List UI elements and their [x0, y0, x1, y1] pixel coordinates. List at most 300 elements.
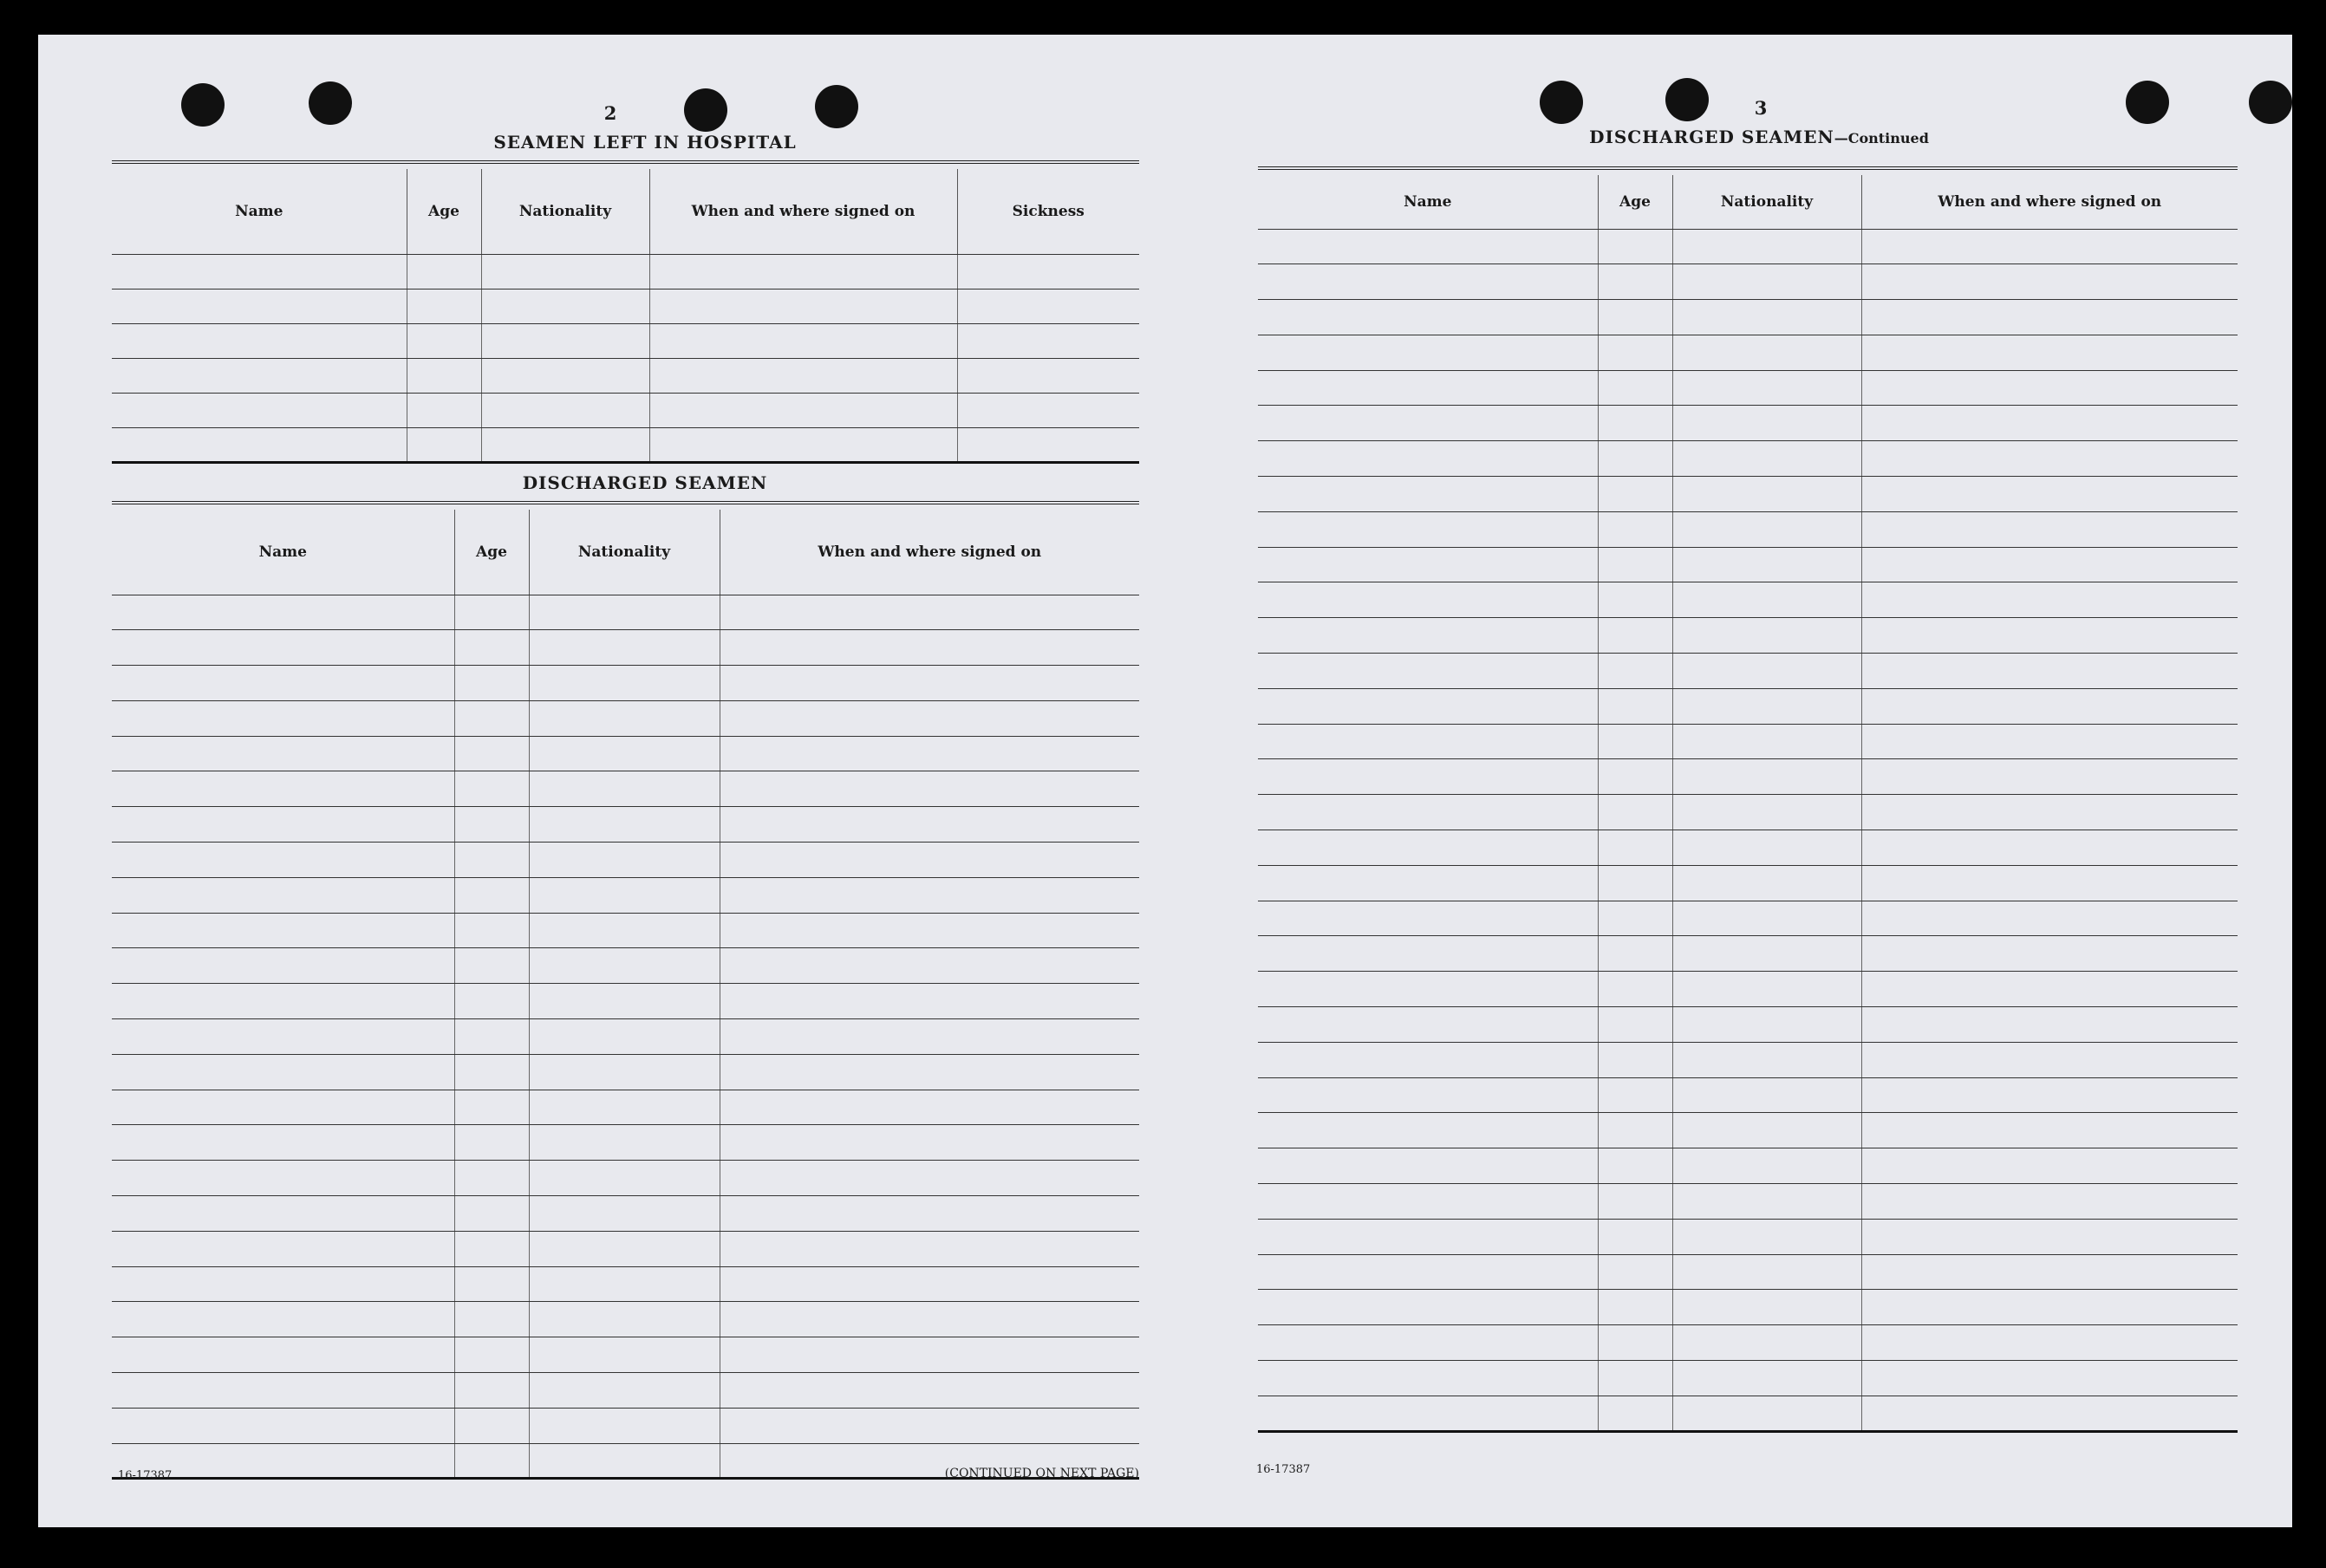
table-row [1258, 936, 2238, 972]
table-cell [407, 323, 481, 358]
table-cell [1598, 1325, 1672, 1361]
table-cell [720, 630, 1139, 666]
table-row [112, 1337, 1139, 1373]
table-cell [1598, 370, 1672, 406]
table-cell [1672, 335, 1861, 370]
table-row [112, 843, 1139, 878]
punch-hole [2126, 81, 2169, 124]
table-cell [481, 358, 649, 393]
table-cell [1598, 477, 1672, 512]
table-cell [529, 1266, 720, 1302]
table-cell [1672, 1113, 1861, 1148]
table-cell [1861, 335, 2238, 370]
table-cell [720, 1231, 1139, 1266]
table-cell [720, 877, 1139, 913]
table-cell [1672, 1219, 1861, 1254]
table-cell [1861, 830, 2238, 866]
table-row [112, 1373, 1139, 1409]
column-header-name: Name [112, 169, 407, 254]
table-row [1258, 1396, 2238, 1431]
table-cell [1258, 1325, 1598, 1361]
table-cell [1258, 547, 1598, 582]
table-cell [112, 393, 407, 427]
table-cell [1861, 1007, 2238, 1043]
table-cell [1258, 1148, 1598, 1184]
table-cell [1861, 1254, 2238, 1290]
table-cell [529, 771, 720, 807]
table-cell [112, 289, 407, 323]
table-cell [1598, 1148, 1672, 1184]
table-cell [1672, 865, 1861, 901]
table-cell [1672, 582, 1861, 618]
column-header-nationality: Nationality [1672, 175, 1861, 229]
table-cell [112, 323, 407, 358]
table-row [112, 289, 1139, 323]
table-row [112, 1090, 1139, 1125]
table-cell [529, 1408, 720, 1443]
table-cell [1258, 1254, 1598, 1290]
table-cell [112, 1090, 454, 1125]
table-cell [1672, 1290, 1861, 1325]
table-cell [112, 358, 407, 393]
column-header-name: Name [1258, 175, 1598, 229]
table-cell [1672, 547, 1861, 582]
table-cell [720, 771, 1139, 807]
table-row [112, 1196, 1139, 1232]
table-cell [1598, 264, 1672, 300]
table-row [1258, 300, 2238, 335]
punch-hole [1540, 81, 1583, 124]
table-cell [454, 877, 529, 913]
table-row [112, 1231, 1139, 1266]
table-cell [1598, 1254, 1672, 1290]
table-cell [529, 1443, 720, 1479]
table-cell [529, 1373, 720, 1409]
table-cell [1672, 759, 1861, 795]
table-row [1258, 1219, 2238, 1254]
table-cell [454, 666, 529, 701]
form-number: 16-17387 [1256, 1463, 1311, 1476]
table-cell [1258, 936, 1598, 972]
hospital-top-rule [112, 160, 1139, 164]
table-cell [112, 771, 454, 807]
table-row [1258, 1007, 2238, 1043]
table-row [112, 427, 1139, 462]
table-cell [407, 289, 481, 323]
table-cell [112, 427, 407, 462]
punch-hole [181, 83, 225, 127]
table-cell [529, 1054, 720, 1090]
table-cell [1598, 688, 1672, 724]
table-row [112, 1408, 1139, 1443]
column-header-signed-on: When and where signed on [1861, 175, 2238, 229]
table-cell [112, 913, 454, 948]
table-row [112, 358, 1139, 393]
table-cell [1861, 264, 2238, 300]
table-cell [1861, 1042, 2238, 1077]
discharged-continued-title [1577, 127, 1941, 147]
table-cell [1672, 1077, 1861, 1113]
punch-hole [2249, 81, 2292, 124]
table-cell [481, 289, 649, 323]
table-cell [1258, 300, 1598, 335]
table-cell [454, 1373, 529, 1409]
table-cell [720, 843, 1139, 878]
table-cell [957, 254, 1139, 289]
table-cell [720, 1054, 1139, 1090]
column-header-signed-on: When and where signed on [720, 510, 1139, 595]
table-cell [1598, 1219, 1672, 1254]
table-cell [1258, 830, 1598, 866]
table-row [1258, 229, 2238, 264]
table-row [1258, 1184, 2238, 1220]
table-cell [481, 427, 649, 462]
table-cell [1598, 936, 1672, 972]
page-number: 2 [603, 102, 617, 124]
table-cell [720, 1266, 1139, 1302]
table-cell [1258, 865, 1598, 901]
table-cell [112, 1196, 454, 1232]
table-cell [1672, 1042, 1861, 1077]
table-row [112, 736, 1139, 771]
table-cell [1861, 1148, 2238, 1184]
table-row [1258, 901, 2238, 936]
table-cell [649, 393, 957, 427]
table-cell [1598, 1042, 1672, 1077]
table-row [1258, 1254, 2238, 1290]
table-cell [1672, 1396, 1861, 1431]
table-cell [1258, 724, 1598, 759]
table-row [112, 1266, 1139, 1302]
table-cell [454, 984, 529, 1019]
table-cell [957, 427, 1139, 462]
table-row [1258, 370, 2238, 406]
table-cell [1598, 441, 1672, 477]
table-cell [1598, 830, 1672, 866]
table-cell [1258, 264, 1598, 300]
table-cell [1861, 724, 2238, 759]
table-cell [112, 1337, 454, 1373]
table-cell [1258, 1007, 1598, 1043]
table-cell [529, 1161, 720, 1196]
table-cell [1861, 688, 2238, 724]
table-cell [1598, 972, 1672, 1007]
left-page [38, 35, 1204, 1527]
table-cell [529, 630, 720, 666]
table-cell [649, 323, 957, 358]
table-cell [1672, 1254, 1861, 1290]
table-row [1258, 1113, 2238, 1148]
table-cell [112, 843, 454, 878]
table-cell [454, 1125, 529, 1161]
table-cell [454, 1443, 529, 1479]
table-cell [1258, 972, 1598, 1007]
table-row [1258, 1148, 2238, 1184]
column-header-signed-on: When and where signed on [649, 169, 957, 254]
table-cell [454, 1302, 529, 1337]
table-cell [1598, 511, 1672, 547]
table-cell [1598, 1290, 1672, 1325]
table-cell [1861, 795, 2238, 830]
table-row [1258, 547, 2238, 582]
table-row [112, 254, 1139, 289]
table-cell [1258, 1361, 1598, 1396]
table-cell [112, 807, 454, 843]
table-cell [529, 843, 720, 878]
table-cell [1861, 229, 2238, 264]
table-cell [720, 1373, 1139, 1409]
table-cell [529, 877, 720, 913]
table-cell [1861, 1325, 2238, 1361]
table-cell [1672, 654, 1861, 689]
table-row [1258, 1325, 2238, 1361]
table-cell [1672, 511, 1861, 547]
table-cell [1258, 759, 1598, 795]
table-cell [112, 736, 454, 771]
table-cell [407, 254, 481, 289]
form-sheet [38, 35, 2292, 1527]
table-cell [1672, 688, 1861, 724]
table-cell [1861, 1184, 2238, 1220]
punch-hole [815, 85, 858, 128]
right-page [1204, 35, 2292, 1527]
table-cell [1672, 1148, 1861, 1184]
table-cell [720, 1408, 1139, 1443]
table-cell [1258, 406, 1598, 441]
table-cell [454, 1161, 529, 1196]
table-cell [957, 323, 1139, 358]
table-cell [112, 1408, 454, 1443]
table-cell [720, 948, 1139, 984]
table-cell [529, 984, 720, 1019]
table-cell [1598, 335, 1672, 370]
table-cell [529, 1302, 720, 1337]
table-cell [1258, 370, 1598, 406]
table-row [1258, 618, 2238, 654]
column-header-nationality: Nationality [529, 510, 720, 595]
table-row [1258, 795, 2238, 830]
table-row [1258, 264, 2238, 300]
table-cell [720, 1337, 1139, 1373]
table-cell [1598, 1184, 1672, 1220]
table-cell [529, 1337, 720, 1373]
table-cell [1258, 795, 1598, 830]
discharged-continued-table [1258, 175, 2238, 1433]
hospital-section-title: SEAMEN LEFT IN HOSPITAL [493, 132, 797, 153]
table-cell [649, 289, 957, 323]
table-cell [1672, 300, 1861, 335]
table-row [1258, 1290, 2238, 1325]
table-cell [720, 1196, 1139, 1232]
table-cell [1861, 865, 2238, 901]
table-cell [1861, 759, 2238, 795]
table-cell [1861, 1361, 2238, 1396]
table-cell [112, 1373, 454, 1409]
table-cell [1672, 1184, 1861, 1220]
table-cell [720, 1019, 1139, 1055]
table-cell [1861, 511, 2238, 547]
table-cell [112, 1054, 454, 1090]
table-cell [1672, 1361, 1861, 1396]
table-cell [720, 1125, 1139, 1161]
table-cell [481, 323, 649, 358]
table-cell [1598, 1361, 1672, 1396]
table-cell [112, 254, 407, 289]
table-cell [454, 1408, 529, 1443]
table-row [1258, 759, 2238, 795]
table-cell [1672, 1325, 1861, 1361]
table-cell [112, 1231, 454, 1266]
table-cell [1258, 1184, 1598, 1220]
table-cell [1861, 654, 2238, 689]
table-row [1258, 1361, 2238, 1396]
table-cell [1598, 582, 1672, 618]
table-cell [454, 1337, 529, 1373]
table-cell [529, 1196, 720, 1232]
table-row [112, 913, 1139, 948]
table-row [1258, 688, 2238, 724]
table-cell [720, 1090, 1139, 1125]
table-cell [529, 1019, 720, 1055]
discharged-continued-title-text: DISCHARGED SEAMEN [1589, 127, 1834, 147]
table-row [112, 323, 1139, 358]
table-cell [454, 913, 529, 948]
table-cell [1861, 1077, 2238, 1113]
table-row [1258, 582, 2238, 618]
table-row [112, 393, 1139, 427]
table-cell [529, 807, 720, 843]
table-row [112, 948, 1139, 984]
discharged-table [112, 510, 1139, 1480]
table-row [112, 595, 1139, 630]
table-row [112, 1302, 1139, 1337]
page-number: 3 [1754, 97, 1768, 119]
table-cell [1861, 582, 2238, 618]
table-row [112, 877, 1139, 913]
table-cell [1258, 618, 1598, 654]
table-cell [1598, 1007, 1672, 1043]
table-cell [1598, 1113, 1672, 1148]
table-cell [1598, 618, 1672, 654]
table-cell [1672, 724, 1861, 759]
table-cell [1598, 1396, 1672, 1431]
table-cell [1258, 654, 1598, 689]
punch-hole [684, 88, 727, 132]
table-cell [112, 948, 454, 984]
column-header-age: Age [1598, 175, 1672, 229]
table-cell [407, 427, 481, 462]
table-cell [1672, 477, 1861, 512]
table-cell [1672, 229, 1861, 264]
table-cell [1672, 618, 1861, 654]
table-cell [1861, 1290, 2238, 1325]
column-header-age: Age [454, 510, 529, 595]
table-cell [1861, 936, 2238, 972]
table-cell [1598, 724, 1672, 759]
table-cell [454, 1090, 529, 1125]
table-cell [454, 1231, 529, 1266]
table-cell [1672, 972, 1861, 1007]
table-cell [454, 1019, 529, 1055]
table-cell [529, 666, 720, 701]
table-row [112, 771, 1139, 807]
table-cell [1258, 441, 1598, 477]
table-row [1258, 511, 2238, 547]
punch-hole [1665, 78, 1709, 121]
table-cell [1258, 1077, 1598, 1113]
table-cell [112, 595, 454, 630]
table-cell [720, 913, 1139, 948]
table-row [112, 1125, 1139, 1161]
table-cell [529, 595, 720, 630]
table-cell [112, 630, 454, 666]
hospital-table [112, 169, 1139, 464]
table-cell [720, 700, 1139, 736]
table-row [1258, 441, 2238, 477]
table-cell [649, 358, 957, 393]
table-cell [1861, 406, 2238, 441]
table-cell [1861, 618, 2238, 654]
table-cell [481, 393, 649, 427]
discharged-section-title: DISCHARGED SEAMEN [522, 472, 768, 493]
table-cell [1258, 1290, 1598, 1325]
table-cell [1258, 901, 1598, 936]
table-cell [407, 393, 481, 427]
table-cell [1672, 901, 1861, 936]
table-row [112, 984, 1139, 1019]
table-cell [1258, 1113, 1598, 1148]
table-cell [454, 736, 529, 771]
table-cell [1861, 901, 2238, 936]
table-row [1258, 654, 2238, 689]
continued-suffix: —Continued [1834, 130, 1929, 146]
column-header-age: Age [407, 169, 481, 254]
table-cell [1672, 406, 1861, 441]
table-cell [1258, 229, 1598, 264]
table-cell [1598, 406, 1672, 441]
table-cell [649, 427, 957, 462]
table-cell [1861, 300, 2238, 335]
table-cell [720, 736, 1139, 771]
table-row [112, 1161, 1139, 1196]
table-row [1258, 335, 2238, 370]
table-row [1258, 865, 2238, 901]
table-cell [1258, 335, 1598, 370]
table-cell [720, 807, 1139, 843]
table-cell [112, 1125, 454, 1161]
table-row [1258, 1042, 2238, 1077]
table-cell [454, 843, 529, 878]
table-cell [454, 1196, 529, 1232]
table-cell [1258, 688, 1598, 724]
table-cell [649, 254, 957, 289]
table-cell [1258, 1219, 1598, 1254]
table-cell [1861, 972, 2238, 1007]
table-cell [1598, 547, 1672, 582]
discharged-continued-top-rule [1258, 166, 2238, 170]
table-cell [112, 1266, 454, 1302]
table-cell [454, 807, 529, 843]
table-cell [1598, 654, 1672, 689]
column-header-nationality: Nationality [481, 169, 649, 254]
table-cell [1672, 441, 1861, 477]
table-cell [529, 736, 720, 771]
table-row [1258, 972, 2238, 1007]
table-row [1258, 830, 2238, 866]
table-cell [1861, 370, 2238, 406]
table-cell [957, 358, 1139, 393]
table-cell [720, 984, 1139, 1019]
